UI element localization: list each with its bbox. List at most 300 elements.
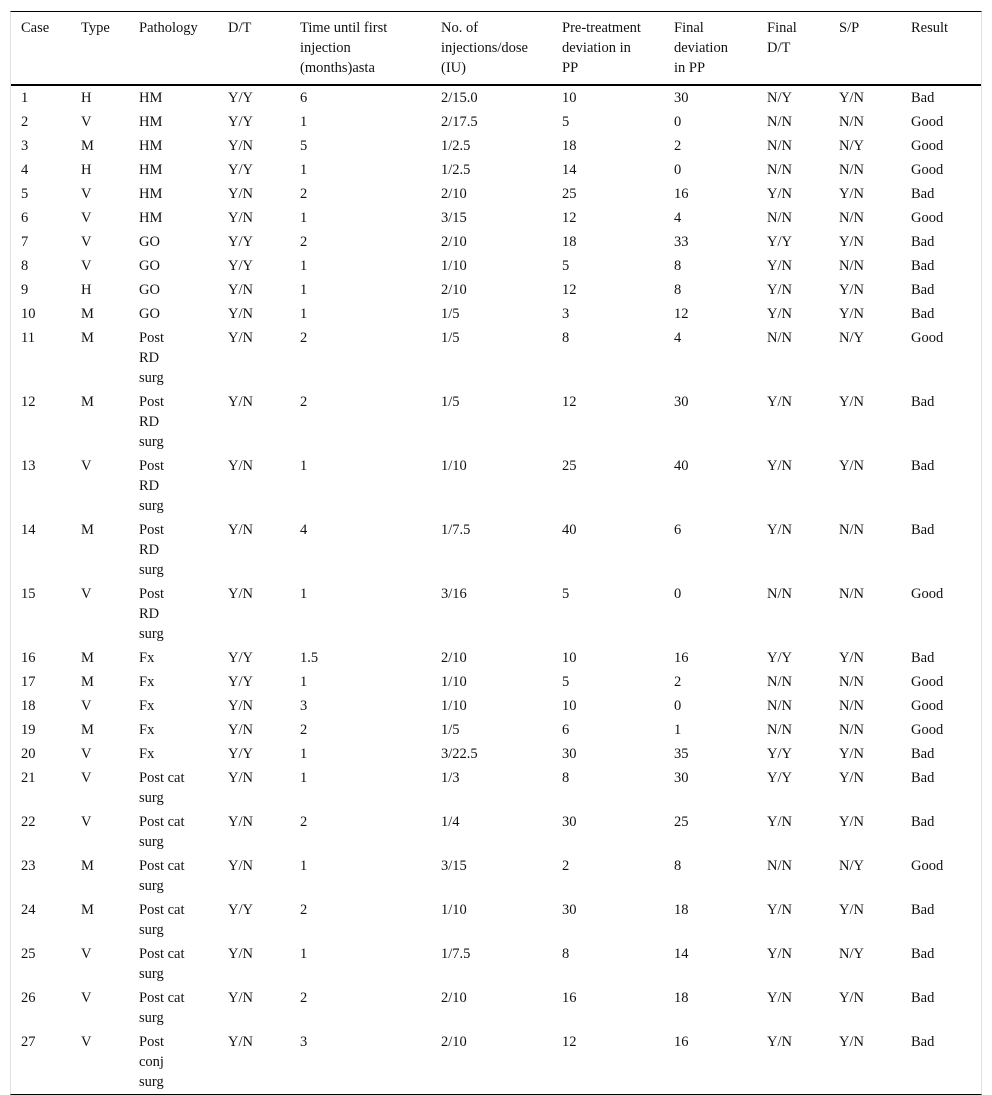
- cell-result: Bad: [911, 814, 935, 830]
- cell-type: V: [81, 990, 92, 1006]
- table-row: [11, 898, 981, 942]
- cell-final-dt: Y/N: [767, 814, 792, 830]
- cell-case: 19: [21, 722, 36, 738]
- cell-time-until-first-injection: 1: [300, 210, 308, 226]
- cell-pretreatment-deviation: 12: [562, 282, 577, 298]
- column-header-line: in PP: [674, 60, 706, 76]
- cell-line: HM: [139, 186, 163, 202]
- cell-sp: N/N: [839, 258, 864, 274]
- cell-line: HM: [139, 114, 163, 130]
- table-row: [11, 302, 981, 326]
- cell-final-dt: Y/N: [767, 258, 792, 274]
- cell-pretreatment-deviation: 2: [562, 858, 570, 874]
- column-header-line: PP: [562, 60, 579, 76]
- cell-final-deviation: 0: [674, 586, 682, 602]
- cell-injections-dose: 1/10: [441, 902, 467, 918]
- cell-pathology: [129, 898, 218, 942]
- cell-time-until-first-injection: 2: [300, 722, 308, 738]
- table-row: [11, 454, 981, 518]
- cell-sp: Y/N: [839, 770, 864, 786]
- cell-dt: Y/Y: [228, 674, 253, 690]
- cell-line: GO: [139, 282, 160, 298]
- cell-time-until-first-injection: 4: [300, 522, 308, 538]
- cell-dt: Y/Y: [228, 746, 253, 762]
- cell-dt: Y/N: [228, 306, 253, 322]
- cell-line: surg: [139, 790, 164, 806]
- cell-final-dt: Y/N: [767, 902, 792, 918]
- cell-final-dt: N/N: [767, 138, 792, 154]
- cell-case: 8: [21, 258, 29, 274]
- cell-sp: Y/N: [839, 306, 864, 322]
- cell-pretreatment-deviation: 10: [562, 90, 577, 106]
- cell-pretreatment-deviation: 8: [562, 330, 570, 346]
- cell-case: 15: [21, 586, 36, 602]
- cell-time-until-first-injection: 1: [300, 162, 308, 178]
- cell-dt: Y/Y: [228, 234, 253, 250]
- cell-result: Good: [911, 162, 944, 178]
- cell-line: Post cat: [139, 946, 185, 962]
- cell-pathology: [129, 278, 218, 302]
- cell-case: 6: [21, 210, 29, 226]
- cell-dt: Y/N: [228, 186, 253, 202]
- cell-sp: Y/N: [839, 746, 864, 762]
- table-row: [11, 854, 981, 898]
- cell-time-until-first-injection: 2: [300, 814, 308, 830]
- cell-pathology: [129, 158, 218, 182]
- column-header-line: Pathology: [139, 20, 198, 36]
- cell-pretreatment-deviation: 16: [562, 990, 577, 1006]
- column-header-line: Final: [767, 20, 797, 36]
- cell-dt: Y/Y: [228, 162, 253, 178]
- cell-time-until-first-injection: 2: [300, 330, 308, 346]
- cell-result: Bad: [911, 90, 935, 106]
- cell-line: RD: [139, 350, 160, 366]
- cell-time-until-first-injection: 1: [300, 946, 308, 962]
- table-row: [11, 582, 981, 646]
- column-header-line: (IU): [441, 60, 466, 76]
- table-row: [11, 1030, 981, 1094]
- cell-final-dt: Y/N: [767, 458, 792, 474]
- cell-type: M: [81, 902, 94, 918]
- cell-line: GO: [139, 306, 160, 322]
- table-row: [11, 390, 981, 454]
- column-header-result: [901, 12, 981, 85]
- cell-final-deviation: 8: [674, 282, 682, 298]
- cell-result: Bad: [911, 946, 935, 962]
- cell-dt: Y/N: [228, 814, 253, 830]
- cell-injections-dose: 2/10: [441, 186, 467, 202]
- cell-injections-dose: 2/10: [441, 1034, 467, 1050]
- cell-line: RD: [139, 414, 160, 430]
- cell-pathology: [129, 254, 218, 278]
- cell-pretreatment-deviation: 8: [562, 946, 570, 962]
- cell-pretreatment-deviation: 3: [562, 306, 570, 322]
- cell-result: Bad: [911, 650, 935, 666]
- cell-line: Fx: [139, 746, 155, 762]
- cell-time-until-first-injection: 1: [300, 282, 308, 298]
- cell-case: 3: [21, 138, 29, 154]
- column-header-line: Result: [911, 20, 949, 36]
- table-row: [11, 182, 981, 206]
- cell-pathology: [129, 718, 218, 742]
- cell-line: Post cat: [139, 814, 185, 830]
- column-header-line: Final: [674, 20, 704, 36]
- cell-dt: Y/N: [228, 946, 253, 962]
- cell-final-deviation: 25: [674, 814, 689, 830]
- table-row: [11, 810, 981, 854]
- cell-sp: N/N: [839, 586, 864, 602]
- cell-sp: N/N: [839, 722, 864, 738]
- column-header-type: [71, 12, 129, 85]
- cell-line: RD: [139, 606, 160, 622]
- cell-case: 20: [21, 746, 36, 762]
- cell-type: H: [81, 90, 92, 106]
- cell-sp: N/Y: [839, 330, 864, 346]
- cell-injections-dose: 1/10: [441, 458, 467, 474]
- cell-sp: Y/N: [839, 234, 864, 250]
- cell-dt: Y/N: [228, 586, 253, 602]
- cell-case: 4: [21, 162, 29, 178]
- table-row: [11, 110, 981, 134]
- cell-sp: Y/N: [839, 990, 864, 1006]
- cell-injections-dose: 1/10: [441, 698, 467, 714]
- cell-pathology: [129, 986, 218, 1030]
- table-row: [11, 646, 981, 670]
- column-header-line: Case: [21, 20, 50, 36]
- cell-line: Post cat: [139, 858, 185, 874]
- cell-dt: Y/N: [228, 1034, 253, 1050]
- table-row: [11, 134, 981, 158]
- column-header-line: deviation: [674, 40, 728, 56]
- cell-final-dt: N/N: [767, 698, 792, 714]
- cell-injections-dose: 3/15: [441, 210, 467, 226]
- cell-final-dt: Y/N: [767, 282, 792, 298]
- column-header-line: deviation in: [562, 40, 631, 56]
- cell-line: HM: [139, 138, 163, 154]
- cell-result: Bad: [911, 282, 935, 298]
- cell-final-deviation: 35: [674, 746, 689, 762]
- cell-pretreatment-deviation: 30: [562, 902, 577, 918]
- cell-dt: Y/N: [228, 722, 253, 738]
- cell-injections-dose: 2/15.0: [441, 90, 478, 106]
- cell-dt: Y/N: [228, 394, 253, 410]
- cell-case: 5: [21, 186, 29, 202]
- cell-line: Fx: [139, 698, 155, 714]
- table-row: [11, 326, 981, 390]
- cell-sp: N/N: [839, 114, 864, 130]
- cell-result: Good: [911, 330, 944, 346]
- cell-line: conj: [139, 1054, 164, 1070]
- cell-line: HM: [139, 90, 163, 106]
- cell-result: Bad: [911, 746, 935, 762]
- cell-final-deviation: 6: [674, 522, 682, 538]
- cell-final-deviation: 4: [674, 330, 682, 346]
- cell-sp: Y/N: [839, 394, 864, 410]
- cell-pathology: [129, 1030, 218, 1094]
- cell-time-until-first-injection: 1: [300, 258, 308, 274]
- cell-line: Post cat: [139, 770, 185, 786]
- cell-pretreatment-deviation: 30: [562, 814, 577, 830]
- cell-final-dt: N/N: [767, 586, 792, 602]
- cell-time-until-first-injection: 3: [300, 1034, 308, 1050]
- cell-type: V: [81, 1034, 92, 1050]
- column-header-line: D/T: [767, 40, 791, 56]
- cell-pathology: [129, 134, 218, 158]
- column-header-line: Time until first: [300, 20, 388, 36]
- cell-time-until-first-injection: 1: [300, 674, 308, 690]
- column-header-line: (months)asta: [300, 60, 375, 76]
- cell-time-until-first-injection: 2: [300, 186, 308, 202]
- cell-injections-dose: 1/7.5: [441, 522, 471, 538]
- cell-line: Post: [139, 586, 164, 602]
- cell-line: surg: [139, 434, 164, 450]
- cell-time-until-first-injection: 2: [300, 990, 308, 1006]
- table-row: [11, 85, 981, 110]
- column-header-case: [11, 12, 71, 85]
- cell-case: 25: [21, 946, 36, 962]
- cell-sp: N/N: [839, 698, 864, 714]
- cell-sp: Y/N: [839, 1034, 864, 1050]
- cell-result: Good: [911, 210, 944, 226]
- cell-time-until-first-injection: 1: [300, 458, 308, 474]
- cell-final-dt: N/Y: [767, 90, 792, 106]
- column-header-time-until-first-injection: [290, 12, 431, 85]
- cell-case: 18: [21, 698, 36, 714]
- cell-final-dt: Y/N: [767, 306, 792, 322]
- cell-type: M: [81, 858, 94, 874]
- cell-final-deviation: 30: [674, 394, 689, 410]
- cell-time-until-first-injection: 3: [300, 698, 308, 714]
- cell-pretreatment-deviation: 25: [562, 458, 577, 474]
- cell-injections-dose: 2/17.5: [441, 114, 478, 130]
- cell-result: Bad: [911, 186, 935, 202]
- cell-result: Bad: [911, 234, 935, 250]
- cell-type: M: [81, 138, 94, 154]
- cell-injections-dose: 1/10: [441, 258, 467, 274]
- cell-line: GO: [139, 234, 160, 250]
- cell-final-dt: Y/N: [767, 1034, 792, 1050]
- cell-pathology: [129, 854, 218, 898]
- cell-time-until-first-injection: 1: [300, 306, 308, 322]
- cell-line: HM: [139, 210, 163, 226]
- cell-result: Good: [911, 858, 944, 874]
- table-row: [11, 670, 981, 694]
- cell-line: Fx: [139, 650, 155, 666]
- cell-time-until-first-injection: 6: [300, 90, 308, 106]
- cell-pathology: [129, 582, 218, 646]
- cell-sp: Y/N: [839, 814, 864, 830]
- cell-result: Bad: [911, 902, 935, 918]
- cell-final-dt: Y/Y: [767, 650, 792, 666]
- cell-time-until-first-injection: 2: [300, 394, 308, 410]
- column-header-line: injections/dose: [441, 40, 528, 56]
- cell-result: Bad: [911, 990, 935, 1006]
- cell-line: Fx: [139, 722, 155, 738]
- table-row: [11, 206, 981, 230]
- cell-final-deviation: 14: [674, 946, 689, 962]
- cell-final-dt: N/N: [767, 210, 792, 226]
- column-header-line: D/T: [228, 20, 252, 36]
- cell-dt: Y/N: [228, 210, 253, 226]
- cell-result: Bad: [911, 394, 935, 410]
- table-row: [11, 230, 981, 254]
- table-row: [11, 942, 981, 986]
- cell-final-dt: N/N: [767, 114, 792, 130]
- cell-pathology: [129, 302, 218, 326]
- cell-sp: Y/N: [839, 902, 864, 918]
- cell-final-dt: N/N: [767, 722, 792, 738]
- cell-injections-dose: 3/16: [441, 586, 467, 602]
- cell-case: 9: [21, 282, 29, 298]
- cell-sp: Y/N: [839, 282, 864, 298]
- cell-final-dt: Y/N: [767, 990, 792, 1006]
- cell-case: 1: [21, 90, 29, 106]
- cell-final-deviation: 12: [674, 306, 689, 322]
- cell-line: RD: [139, 542, 160, 558]
- cell-final-deviation: 2: [674, 674, 682, 690]
- cell-line: surg: [139, 1074, 164, 1090]
- cell-injections-dose: 1/5: [441, 722, 460, 738]
- table-row: [11, 766, 981, 810]
- cell-type: M: [81, 722, 94, 738]
- cell-case: 23: [21, 858, 36, 874]
- cell-injections-dose: 3/22.5: [441, 746, 478, 762]
- cell-type: M: [81, 674, 94, 690]
- cell-pathology: [129, 206, 218, 230]
- column-header-dt: [218, 12, 290, 85]
- cell-case: 14: [21, 522, 36, 538]
- cell-pathology: [129, 810, 218, 854]
- cell-pretreatment-deviation: 10: [562, 698, 577, 714]
- cell-type: M: [81, 394, 94, 410]
- cell-pretreatment-deviation: 5: [562, 674, 570, 690]
- cell-line: Post: [139, 330, 164, 346]
- cell-injections-dose: 1/4: [441, 814, 460, 830]
- cell-final-deviation: 16: [674, 1034, 689, 1050]
- cell-case: 21: [21, 770, 36, 786]
- table-row: [11, 718, 981, 742]
- cell-final-deviation: 30: [674, 90, 689, 106]
- cell-type: V: [81, 586, 92, 602]
- cell-case: 26: [21, 990, 36, 1006]
- cell-pathology: [129, 110, 218, 134]
- cell-line: GO: [139, 258, 160, 274]
- cell-injections-dose: 2/10: [441, 282, 467, 298]
- cell-final-deviation: 1: [674, 722, 682, 738]
- cell-pathology: [129, 390, 218, 454]
- cell-injections-dose: 1/5: [441, 306, 460, 322]
- cell-final-dt: Y/Y: [767, 234, 792, 250]
- cell-dt: Y/N: [228, 138, 253, 154]
- cell-pretreatment-deviation: 18: [562, 138, 577, 154]
- cell-final-dt: N/N: [767, 674, 792, 690]
- cell-case: 27: [21, 1034, 36, 1050]
- cell-dt: Y/N: [228, 990, 253, 1006]
- cell-final-deviation: 0: [674, 698, 682, 714]
- table-row: [11, 694, 981, 718]
- cell-dt: Y/Y: [228, 650, 253, 666]
- cell-result: Bad: [911, 458, 935, 474]
- cell-type: V: [81, 114, 92, 130]
- cell-type: V: [81, 186, 92, 202]
- column-header-sp: [829, 12, 901, 85]
- cell-case: 10: [21, 306, 36, 322]
- cell-injections-dose: 1/5: [441, 394, 460, 410]
- cell-sp: N/N: [839, 522, 864, 538]
- cell-dt: Y/N: [228, 770, 253, 786]
- cell-pretreatment-deviation: 5: [562, 586, 570, 602]
- cell-case: 16: [21, 650, 36, 666]
- table-row: [11, 986, 981, 1030]
- cell-time-until-first-injection: 1: [300, 746, 308, 762]
- cell-line: Post cat: [139, 902, 185, 918]
- cell-pretreatment-deviation: 12: [562, 1034, 577, 1050]
- cell-final-dt: N/N: [767, 162, 792, 178]
- cell-time-until-first-injection: 1.5: [300, 650, 319, 666]
- cell-type: M: [81, 330, 94, 346]
- cell-sp: N/N: [839, 210, 864, 226]
- cell-final-deviation: 0: [674, 162, 682, 178]
- cell-injections-dose: 2/10: [441, 234, 467, 250]
- cell-time-until-first-injection: 1: [300, 586, 308, 602]
- cell-final-deviation: 16: [674, 186, 689, 202]
- cell-injections-dose: 2/10: [441, 990, 467, 1006]
- cell-line: surg: [139, 878, 164, 894]
- cell-time-until-first-injection: 2: [300, 234, 308, 250]
- cell-injections-dose: 2/10: [441, 650, 467, 666]
- cell-pathology: [129, 230, 218, 254]
- cell-final-dt: Y/N: [767, 186, 792, 202]
- table-row: [11, 254, 981, 278]
- cell-final-deviation: 33: [674, 234, 689, 250]
- cell-pathology: [129, 326, 218, 390]
- cell-sp: N/Y: [839, 858, 864, 874]
- cell-sp: N/Y: [839, 946, 864, 962]
- cell-pretreatment-deviation: 5: [562, 114, 570, 130]
- cell-pretreatment-deviation: 25: [562, 186, 577, 202]
- table-row: [11, 518, 981, 582]
- cell-dt: Y/N: [228, 858, 253, 874]
- cell-dt: Y/Y: [228, 902, 253, 918]
- column-header-line: S/P: [839, 20, 860, 36]
- cell-type: M: [81, 650, 94, 666]
- cell-dt: Y/N: [228, 282, 253, 298]
- cell-case: 24: [21, 902, 36, 918]
- cell-type: H: [81, 282, 92, 298]
- cell-final-deviation: 30: [674, 770, 689, 786]
- column-header-line: Type: [81, 20, 110, 36]
- cell-final-deviation: 4: [674, 210, 682, 226]
- cell-dt: Y/Y: [228, 114, 253, 130]
- cell-line: Post cat: [139, 990, 185, 1006]
- cell-type: H: [81, 162, 92, 178]
- cell-final-deviation: 0: [674, 114, 682, 130]
- cell-final-deviation: 8: [674, 858, 682, 874]
- cell-line: surg: [139, 1010, 164, 1026]
- cell-pretreatment-deviation: 5: [562, 258, 570, 274]
- cell-pretreatment-deviation: 10: [562, 650, 577, 666]
- data-table: [11, 12, 981, 1094]
- cell-final-dt: Y/N: [767, 522, 792, 538]
- cell-sp: Y/N: [839, 650, 864, 666]
- cell-case: 13: [21, 458, 36, 474]
- cell-type: V: [81, 210, 92, 226]
- cell-line: Fx: [139, 674, 155, 690]
- cell-type: V: [81, 770, 92, 786]
- cell-pathology: [129, 742, 218, 766]
- cell-final-deviation: 40: [674, 458, 689, 474]
- cell-case: 7: [21, 234, 29, 250]
